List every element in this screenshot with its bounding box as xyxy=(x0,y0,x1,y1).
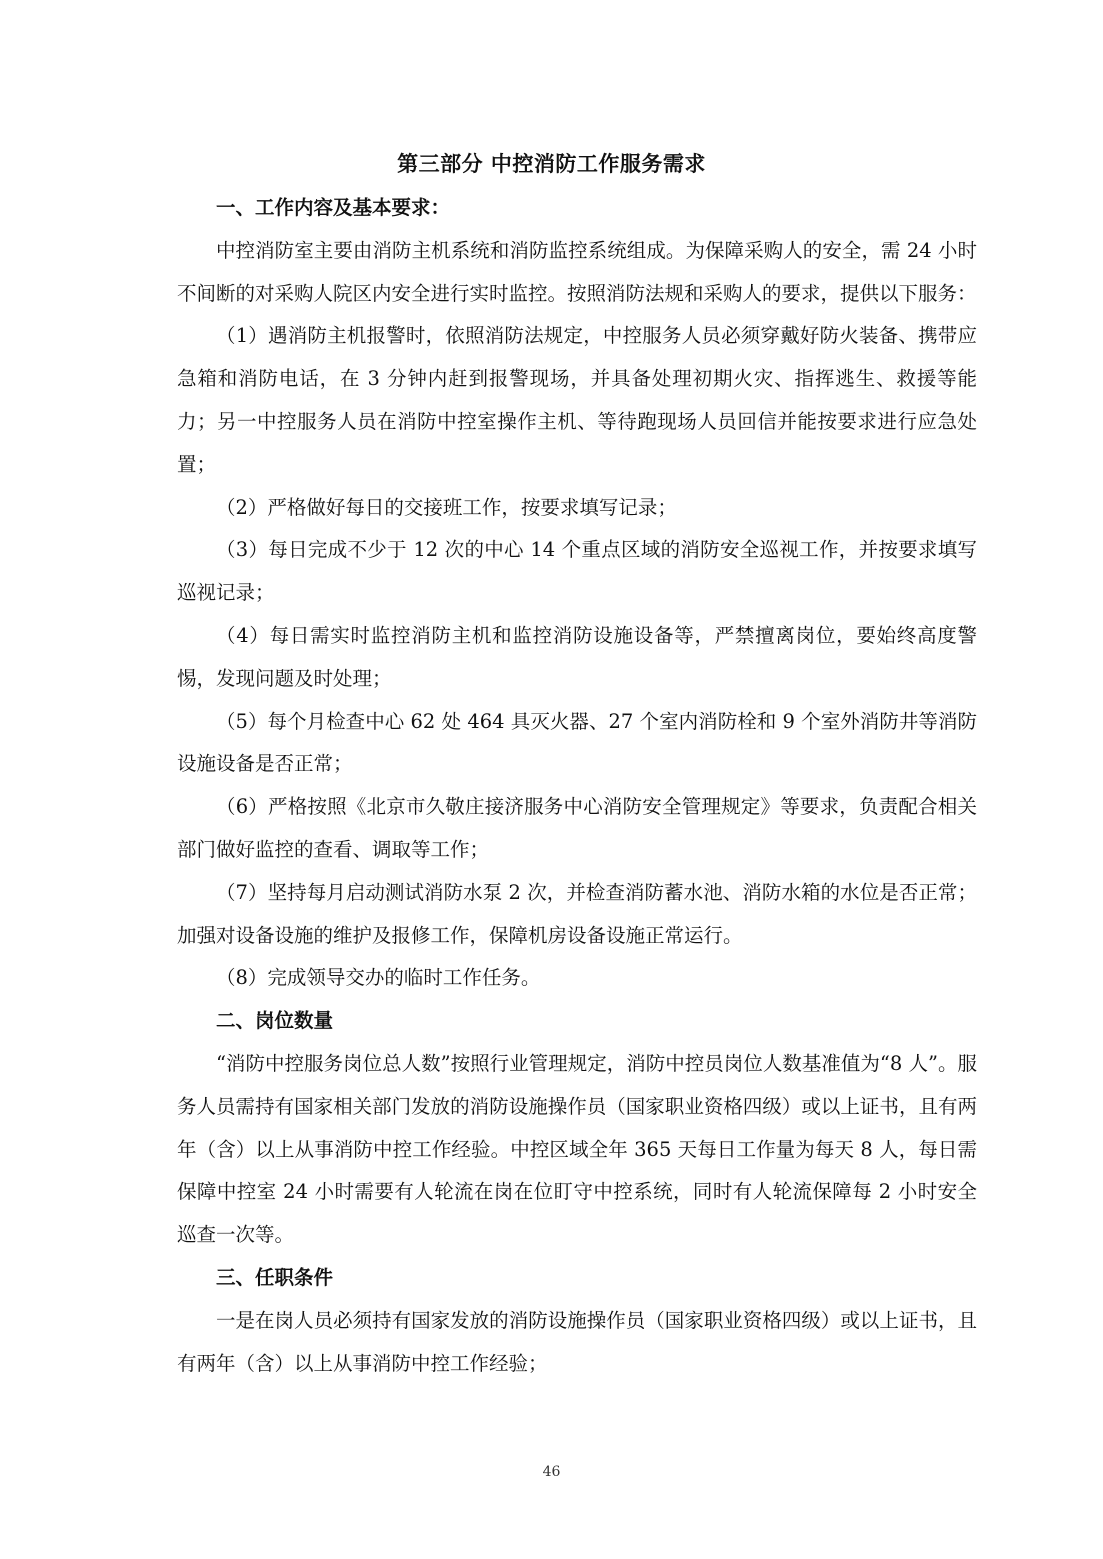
section-heading: 二、岗位数量 xyxy=(216,1009,334,1033)
list-item-paragraph: （4）每日需实时监控消防主机和监控消防设施设备等，严禁擅离岗位，要始终高度警惕，发现问题及时处理； xyxy=(177,623,977,690)
page-title: 第三部分 中控消防工作服务需求 xyxy=(397,152,706,176)
list-item-paragraph: （8）完成领导交办的临时工作任务。 xyxy=(216,966,541,990)
body-paragraph: “消防中控服务岗位总人数”按照行业管理规定，消防中控员岗位人数基准值为“8 人”。服务人员需持有国家相关部门发放的消防设施操作员（国家职业资格四级）或以上证书，且有两年（含）以上从事消防中控工作经验。中控区域全年 365 天每日工作量为每天 8 人，每日需保障中控室 24 小时需要有人轮流在岗在位盯守中控系统，同时有人轮流保障每 2 小时安全巡查一次等。 xyxy=(177,1051,977,1247)
list-item-paragraph: （3）每日完成不少于 12 次的中心 14 个重点区域的消防安全巡视工作，并按要求填写巡视记录； xyxy=(177,538,977,605)
document-body xyxy=(177,187,977,1385)
body-paragraph: 中控消防室主要由消防主机系统和消防监控系统组成。为保障采购人的安全，需 24 小时不间断的对采购人院区内安全进行实时监控。按照消防法规和采购人的要求，提供以下服务： xyxy=(177,238,977,305)
list-item-paragraph: （5）每个月检查中心 62 处 464 具灭火器、27 个室内消防栓和 9 个室外消防井等消防设施设备是否正常； xyxy=(177,709,977,776)
page-number: 46 xyxy=(542,1464,561,1480)
list-item-paragraph: （7）坚持每月启动测试消防水泵 2 次，并检查消防蓄水池、消防水箱的水位是否正常；加强对设备设施的维护及报修工作，保障机房设备设施正常运行。 xyxy=(177,880,977,947)
list-item-paragraph: （1）遇消防主机报警时，依照消防法规定，中控服务人员必须穿戴好防火装备、携带应急箱和消防电话，在 3 分钟内赶到报警现场，并具备处理初期火灾、指挥逃生、救援等能力；另一中控服务人员在消防中控室操作主机、等待跑现场人员回信并能按要求进行应急处置； xyxy=(177,324,977,476)
list-item-paragraph: （6）严格按照《北京市久敬庄接济服务中心消防安全管理规定》等要求，负责配合相关部门做好监控的查看、调取等工作； xyxy=(177,795,977,861)
section-heading: 三、任职条件 xyxy=(216,1265,334,1289)
list-item-paragraph: （2）严格做好每日的交接班工作，按要求填写记录； xyxy=(216,495,677,519)
section-heading: 一、工作内容及基本要求： xyxy=(216,196,451,219)
body-paragraph: 一是在岗人员必须持有国家发放的消防设施操作员（国家职业资格四级）或以上证书，且有两年（含）以上从事消防中控工作经验； xyxy=(177,1308,977,1375)
